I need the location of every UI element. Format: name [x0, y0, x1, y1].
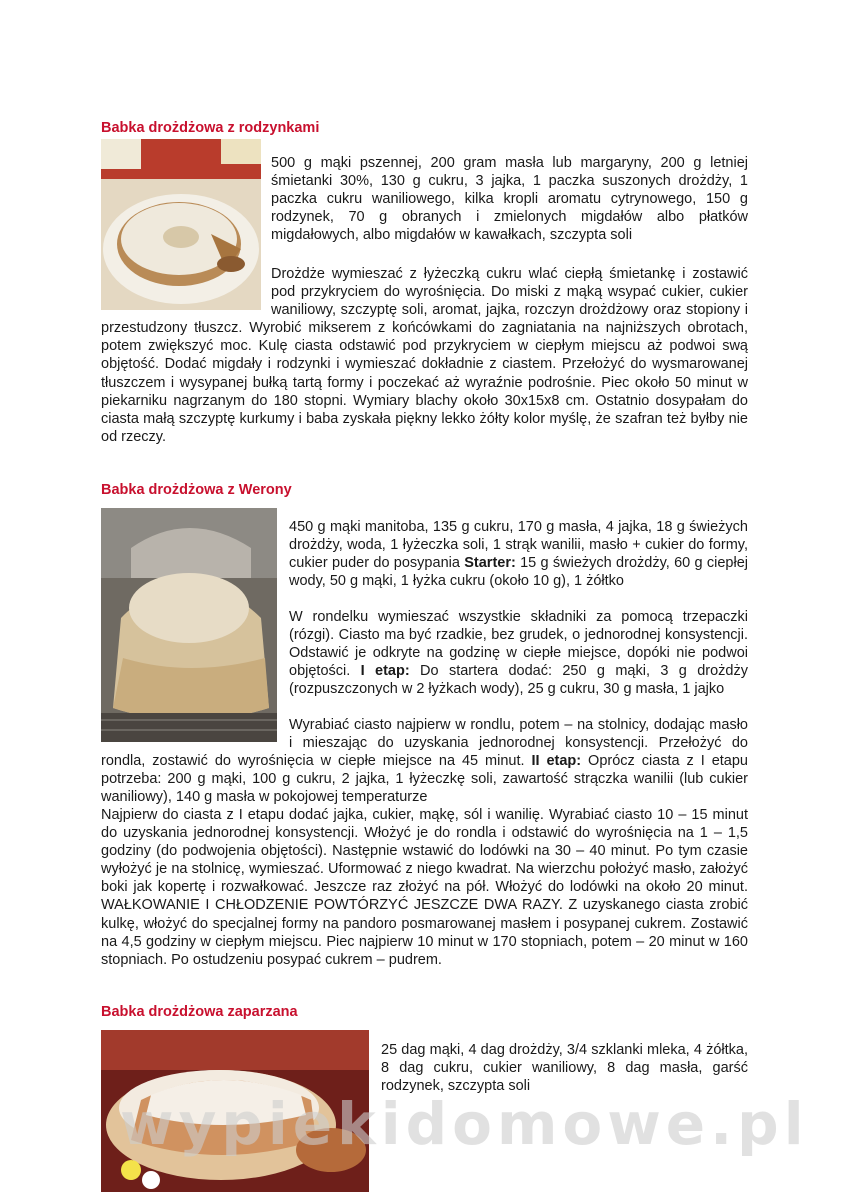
recipe-step1-werony: W rondelku wymieszać wszystkie składniki za pomocą trzepaczki (rózgi). Ciasto ma być rzadkie, bez grudek, o jednorodnej konsystencji. Odstawić je odkryte na godzinę w ciepłe miejsce, dopóki nie podwoi objętości. I etap: Do startera dodać: 250 g mąki, 3 g drożdży (rozpuszczonych w 2 łyżkach wody), 25 g cukru, 30 g masła, 1 jajko — [289, 609, 748, 698]
recipe-ingredients-zaparzana: 25 dag mąki, 4 dag drożdży, 3/4 szklanki mleka, 4 żółtka, 8 dag cukru, cukier waniliowy, 8 dag masła, garść rodzynek, szczypta soli — [381, 1042, 748, 1095]
recipe-title-werony: Babka drożdżowa z Werony — [101, 482, 292, 498]
recipe-step3-werony: Najpierw do ciasta z I etapu dodać jajka, cukier, mąkę, sól i wanilię. Wyrabiać ciasto 10 – 15 minut do uzyskania jednorodnej konsystencji. Włożyć je do rondla i odstawić do wyrośnięcia na 1 – 1,5 godziny (do podwojenia objętości). Następnie wstawić do lodówki na 30 – 40 minut. Po tym czasie wyłożyć je na stolnicę, wymieszać. Uformować z niego kwadrat. Na wierzchu położyć masło, założyć boki jak kopertę i rozwałkować. Jeszcze raz złożyć na pół. Włożyć do lodówki na około 20 minut. WAŁKOWANIE I CHŁODZENIE POWTÓRZYĆ JESZCZE DWA RAZY. Z uzyskanego ciasta zrobić kulkę, włożyć do specjalnej formy na pandoro posmarowanej masłem i posypanej cukrem. Zostawić na 4,5 godziny w ciepłym miejscu. Piec najpierw 10 minut w 170 stopniach, potem – 20 minut w 160 stopniach. Po ostudzeniu posypać cukrem – pudrem. — [101, 807, 748, 968]
recipe-ingredients-werony: 450 g mąki manitoba, 135 g cukru, 170 g masła, 4 jajka, 18 g świeżych drożdży, woda, 1 łyżeczka soli, 1 strąk wanilii, masło + cukier do formy, cukier puder do posypania Starter: 15 g świeżych drożdży, 60 g ciepłej wody, 50 g mąki, 1 łyżka cukru (około 10 g), 1 żółtko — [289, 519, 748, 590]
recipe-title-zaparzana: Babka drożdżowa zaparzana — [101, 1004, 298, 1020]
photo-bundt-cake — [101, 1030, 369, 1192]
recipe-title-rodzynki: Babka drożdżowa z rodzynkami — [101, 120, 320, 136]
recipe-step2-werony: Wyrabiać ciasto najpierw w rondlu, potem – na stolnicy, dodając masło i mieszając do uzyskania jednorodnej konsystencji. Przełożyć do rondla, zostawić do wyrośnięcia w ciepłe miejsce na 45 minut. II etap: Oprócz ciasta z I etapu potrzeba: 200 g mąki, 100 g cukru, 2 jajka, 1 łyżeczkę soli, zawartość strączka wanilii (lub cukier waniliowy), 140 g masła w pokojowej temperaturze — [101, 717, 748, 806]
recipe-method-rodzynki: Drożdże wymieszać z łyżeczką cukru wlać ciepłą śmietankę i zostawić pod przykryciem do wyrośnięcia. Do miski z mąką wsypać cukier, cukier waniliowy, szczyptę soli, aromat, jajka, rozczyn drożdżowy oraz stopiony i przestudzony tłuszcz. Wyrobić mikserem z końcówkami do zagniatania na najniższych obrotach, potem zwiększyć moc. Kulę ciasta odstawić pod przykryciem w ciepłym miejscu aż podwoi swą objętość. Dodać migdały i rodzynki i wymieszać dokładnie z ciastem. Przełożyć do wysmarowanej tłuszczem i wysypanej bułką tartą formy i poczekać aż wyraźnie podrośnie. Piec około 50 minut w piekarniku nagrzanym do 180 stopni. Wymiary blachy około 30x15x8 cm. Ostatnio dosypałam do ciasta małą szczyptę kurkumy i baba zyskała piękny lekko żółty kolor myślę, że szafran też byłby nie od rzeczy. — [101, 266, 748, 445]
recipe-ingredients-rodzynki: 500 g mąki pszennej, 200 gram masła lub margaryny, 200 g letniej śmietanki 30%, 130 g cukru, 3 jajka, 1 paczka suszonych drożdży, 1 paczka cukru waniliowego, kilka kropli aromatu cytrynowego, 150 g rodzynek, 70 g obranych i zmielonych migdałów albo płatków migdałowych, albo migdałów w kawałkach, szczypta soli — [271, 155, 748, 244]
site-watermark: wypiekidomowe.pl — [120, 1090, 809, 1158]
